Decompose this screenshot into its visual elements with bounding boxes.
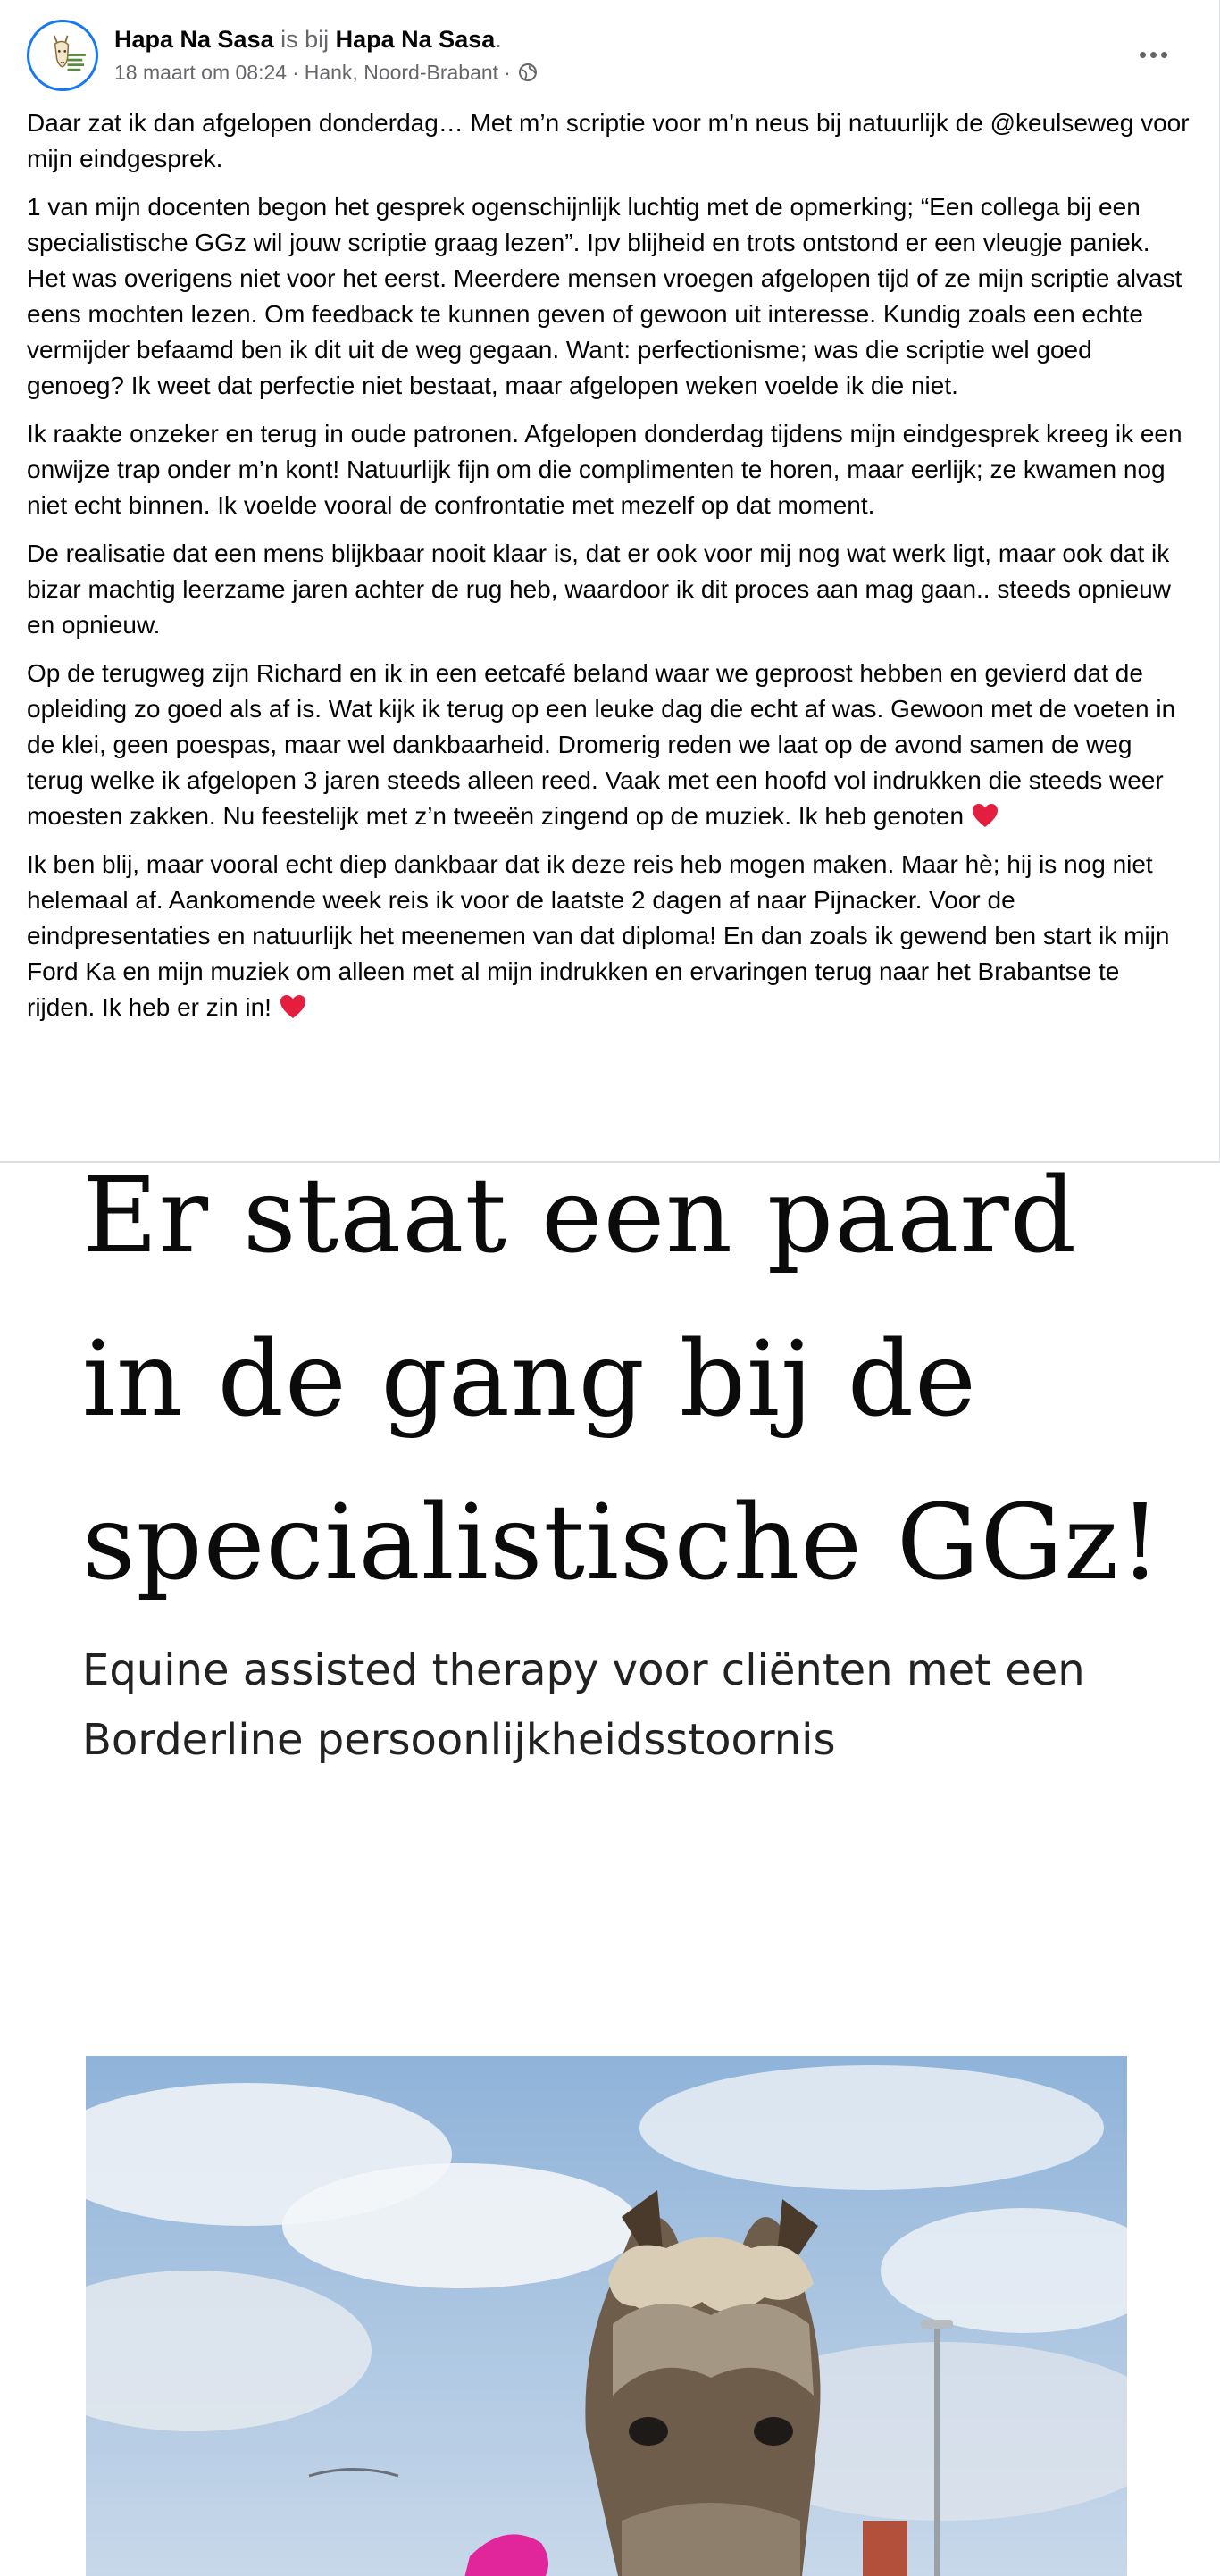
post-paragraph: Daar zat ik dan afgelopen donderdag… Met m’n scriptie voor m’n neus bij natuurlijk de @keulseweg voor mijn eindgesprek. bbox=[27, 109, 1190, 172]
post-header bbox=[27, 20, 1193, 93]
author-avatar[interactable] bbox=[27, 20, 98, 91]
horse-photo-illustration bbox=[86, 2056, 1127, 2576]
horse-logo-icon bbox=[29, 22, 96, 88]
post-timestamp-link[interactable]: 18 maart om 08:24 bbox=[114, 61, 288, 84]
author-name-link[interactable]: Hapa Na Sasa bbox=[114, 26, 274, 53]
image-subtitle-line: Borderline persoonlijkheidsstoornis bbox=[82, 1715, 836, 1765]
globe-icon[interactable] bbox=[518, 63, 538, 82]
post-place-link[interactable]: Hank, Noord-Brabant bbox=[304, 61, 499, 84]
period-text: . bbox=[495, 26, 502, 53]
red-heart-icon bbox=[279, 993, 307, 1020]
location-page-link[interactable]: Hapa Na Sasa bbox=[335, 26, 496, 53]
post-paragraph-with-heart bbox=[27, 656, 1193, 834]
more-options-dot bbox=[1150, 52, 1157, 58]
red-heart-icon bbox=[971, 802, 999, 829]
post-paragraph-with-heart bbox=[27, 847, 1193, 1025]
horse-photo bbox=[86, 2056, 1127, 2576]
post-image[interactable] bbox=[0, 1163, 1220, 2576]
image-title-line: Er staat een paard bbox=[82, 1163, 1078, 1276]
post-text bbox=[27, 105, 1193, 1038]
image-title-line: in de gang bij de bbox=[82, 1319, 977, 1440]
more-options-button[interactable] bbox=[1131, 32, 1175, 77]
post-paragraph: Ik raakte onzeker en terug in oude patronen. Afgelopen donderdag tijdens mijn eindgesprek kreeg ik een onwijze trap onder m’n kont! Natuurlijk fijn om die complimenten te horen, maar eerlijk; ze kwamen nog niet echt binnen. Ik voelde vooral de confrontatie met mezelf op dat moment. bbox=[27, 420, 1182, 519]
more-options-dot bbox=[1161, 52, 1167, 58]
image-subtitle-line: Equine assisted therapy voor cliënten met een bbox=[82, 1645, 1085, 1695]
connector-text: is bij bbox=[273, 26, 336, 53]
meta-separator: · bbox=[292, 61, 299, 84]
post-paragraph: Ik ben blij, maar vooral echt diep dankbaar dat ik deze reis heb mogen maken. Maar hè; hij is nog niet helemaal af. Aankomende week reis ik voor de laatste 2 dagen af naar Pijnacker. Voor de eindpresentaties en natuurlijk het meenemen van dat diploma! En dan zoals ik gewend ben start ik mijn Ford Ka en mijn muziek om alleen met al mijn indrukken en ervaringen terug naar het Brabantse te rijden. Ik heb er zin in! bbox=[27, 850, 1170, 1021]
post-meta bbox=[114, 59, 538, 86]
more-options-icon bbox=[1140, 52, 1146, 58]
post-paragraph: De realisatie dat een mens blijkbaar nooit klaar is, dat er ook voor mij nog wat werk ligt, maar ook dat ik bizar machtig leerzame jaren achter de rug heb, waardoor ik dit proces aan mag gaan.. steeds opnieuw en opnieuw. bbox=[27, 539, 1171, 639]
post-paragraph: Op de terugweg zijn Richard en ik in een eetcafé beland waar we geproost hebben en gevierd dat de opleiding zo goed als af is. Wat kijk ik terug op een leuke dag die echt af was. Gewoon met de voeten in de klei, geen poespas, maar wel dankbaarheid. Dromerig reden we laat op de avond samen de weg terug welke ik afgelopen 3 jaren steeds alleen reed. Vaak met een hoofd vol indrukken die steeds weer moesten zakken. Nu feestelijk met z’n tweeën zingend op de muziek. Ik heb genoten bbox=[27, 659, 1176, 830]
author-line bbox=[114, 23, 502, 55]
post-paragraph: 1 van mijn docenten begon het gesprek ogenschijnlijk luchtig met de opmerking; “Een collega bij een specialistische GGz wil jouw scriptie graag lezen”. Ipv blijheid en trots ontstond er een vleugje paniek. Het was overigens niet voor het eerst. Meerdere mensen vroegen afgelopen tijd of ze mijn scriptie alvast eens mochten lezen. Om feedback te kunnen geven of gewoon uit interesse. Kundig zoals een echte vermijder befaamd ben ik dit uit de weg gegaan. Want: perfectionisme; was die scriptie wel goed genoeg? Ik weet dat perfectie niet bestaat, maar afgelopen weken voelde ik die niet. bbox=[27, 193, 1182, 399]
image-title-line: specialistische GGz! bbox=[82, 1483, 1162, 1603]
meta-separator-2: · bbox=[504, 61, 511, 84]
